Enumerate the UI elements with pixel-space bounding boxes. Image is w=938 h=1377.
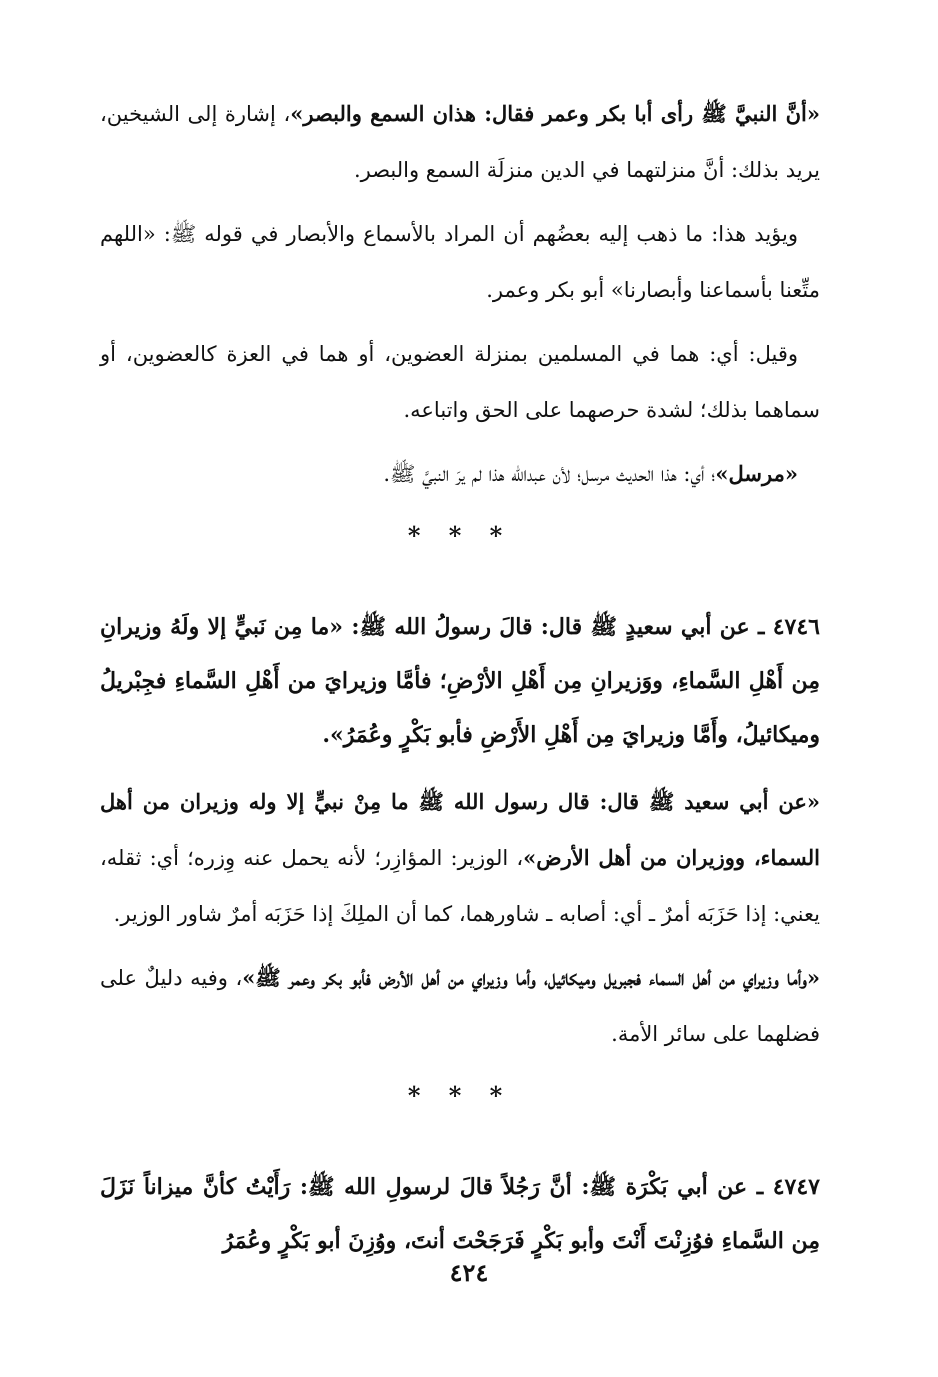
- commentary-paragraph-2: [100, 206, 820, 318]
- hadith-4747: [100, 1160, 820, 1268]
- quoted-term: «مرسل»: [715, 461, 798, 486]
- commentary-text: وقيل: أي: هما في المسلمين بمنزلة العضوين، أو هما في العزة كالعضوين، أو سماهما بذلك؛ لشدة حرصهما على الحق واتباعه.: [100, 342, 820, 422]
- commentary-paragraph-6: [100, 950, 820, 1062]
- quoted-hadith-text: «وأما وزيراي من أهل السماء فجبريل وميكائيل، وأما وزيراي من أهل الأرض فأبو بكر وعمر ﷺ»: [242, 965, 820, 990]
- hadith-text: ٤٧٤٦ ـ عن أبي سعيدٍ ﷺ قال: قالَ رسولُ الله ﷺ: «ما مِن نَبيٍّ إلا ولَهُ وزيرانِ مِن أَهْلِ السَّماءِ، ووَزيرانِ مِن أَهْلِ الأرْضِ؛ فأمَّا وزيرايَ من أَهْلِ السَّماءِ فجِبْريلُ وميكائيلُ، وأَمَّا وزيرايَ مِن أَهْلِ الأَرْضِ فأبو بَكْرٍ وعُمَرُ».: [100, 614, 820, 748]
- commentary-text: ، إشارة إلى الشيخين، يريد بذلك: أنَّ منزلتهما في الدين منزلَة السمع والبصر.: [100, 102, 820, 182]
- commentary-text: ؛ أي: هذا الحديث مرسل؛ لأن عبدالله هذا لم يرَ النبيَّ ﷺ.: [383, 462, 716, 486]
- commentary-paragraph-1: [100, 86, 820, 198]
- section-separator: * * *: [407, 521, 513, 550]
- commentary-text: ويؤيد هذا: ما ذهب إليه بعضُهم أن المراد بالأسماع والأبصار في قوله ﷺ: «اللهم متِّعنا بأسماعنا وأبصارنا» أبو بكر وعمر.: [100, 222, 820, 302]
- commentary-paragraph-5: [100, 774, 820, 942]
- page-number: ٤٢٤: [449, 1258, 489, 1287]
- commentary-paragraph-3: [100, 326, 820, 438]
- page-body: [100, 86, 820, 1280]
- quoted-hadith-text: «أنَّ النبيَّ ﷺ رأى أبا بكر وعمر فقال: هذان السمع والبصر»: [290, 101, 820, 126]
- hadith-4746: [100, 600, 820, 762]
- commentary-paragraph-4: [100, 446, 820, 502]
- commentary-text: ، الوزير: المؤازِر؛ لأنه يحمل عنه وِزره؛ أي: ثقله، يعني: إذا حَزَبَه أمرٌ ـ أي: أصابه ـ شاورهما، كما أن الملِكَ إذا حَزَبَه أمرٌ شاور الوزير.: [100, 846, 820, 926]
- commentary-text: ، وفيه دليلٌ على فضلهما على سائر الأمة.: [100, 966, 820, 1046]
- quoted-hadith-text: «عن أبي سعيد ﷺ قال: قال رسول الله ﷺ ما مِنْ نبيٍّ إلا وله وزيران من أهل السماء، ووزيران من أهل الأرض»: [100, 789, 820, 870]
- hadith-text: ٤٧٤٧ ـ عن أبي بَكْرَة ﷺ: أنَّ رَجُلاً قالَ لرسولِ الله ﷺ: رَأَيْتُ كأنَّ ميزاناً نَزَلَ مِن السَّماءِ فوُزِنْتَ أَنْتَ وأبو بَكْرٍ فَرَجَحْتَ أنتَ، ووُزِنَ أبو بَكْرٍ وعُمَرُ: [100, 1174, 820, 1254]
- section-separator: * * *: [407, 1081, 513, 1110]
